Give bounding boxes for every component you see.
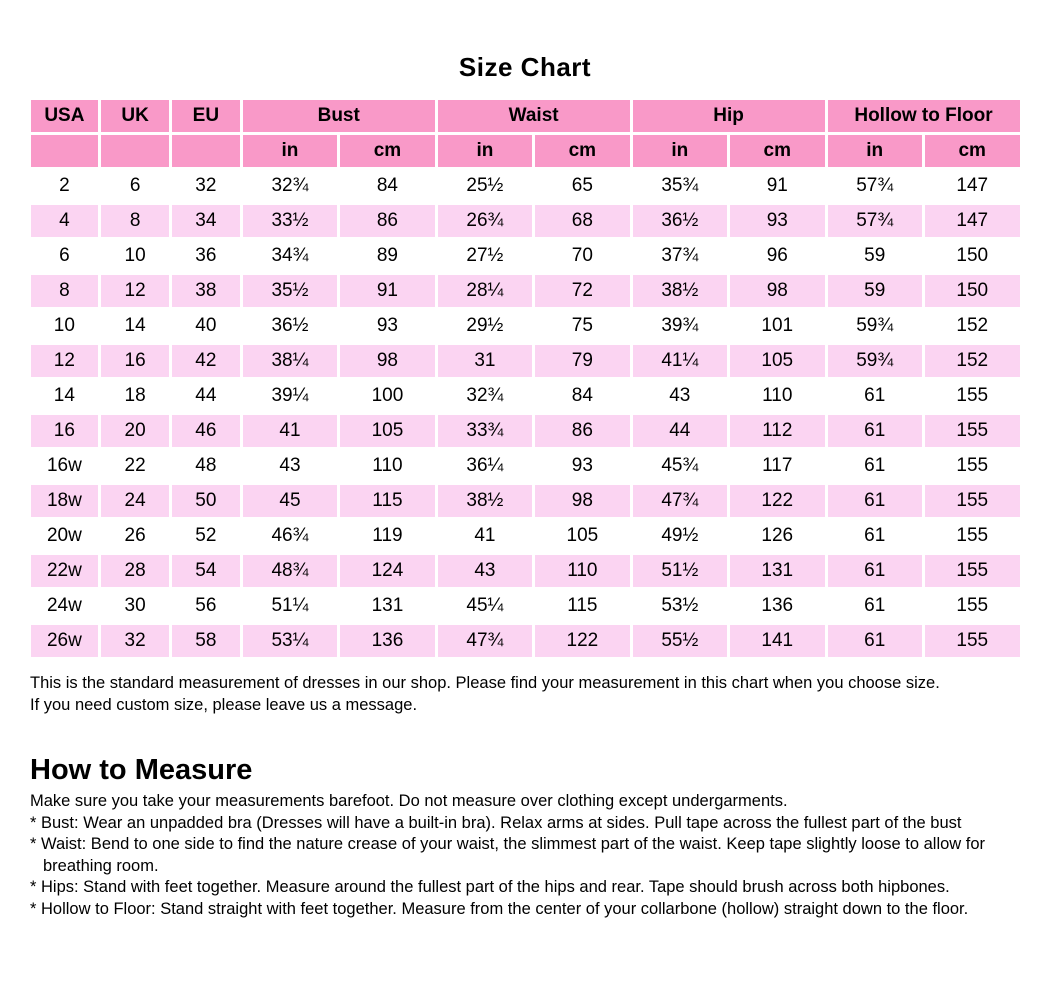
- size-cell: 8: [101, 205, 169, 237]
- size-cell: 16: [31, 415, 99, 447]
- group-header-hollow-to-floor: Hollow to Floor: [828, 100, 1020, 132]
- size-cell: 31: [438, 345, 532, 377]
- size-cell: 43: [438, 555, 532, 587]
- size-cell: 150: [925, 275, 1020, 307]
- size-cell: 22: [101, 450, 169, 482]
- unit-header-cm: cm: [925, 135, 1020, 167]
- size-cell: 136: [340, 625, 434, 657]
- size-cell: 124: [340, 555, 434, 587]
- size-cell: 16: [101, 345, 169, 377]
- size-cell: 53¼: [243, 625, 337, 657]
- size-cell: 49½: [633, 520, 727, 552]
- size-cell: 53½: [633, 590, 727, 622]
- size-cell: 150: [925, 240, 1020, 272]
- size-cell: 8: [31, 275, 99, 307]
- measure-intro: Make sure you take your measurements barefoot. Do not measure over clothing except undergarments.: [30, 792, 788, 810]
- size-cell: 43: [633, 380, 727, 412]
- size-cell: 59¾: [828, 345, 922, 377]
- size-row-18w: [31, 485, 1020, 517]
- group-header-bust: Bust: [243, 100, 435, 132]
- size-cell: 79: [535, 345, 629, 377]
- size-cell: 155: [925, 485, 1020, 517]
- size-cell: 105: [730, 345, 824, 377]
- size-cell: 33½: [243, 205, 337, 237]
- size-cell: 98: [535, 485, 629, 517]
- size-cell: 61: [828, 485, 922, 517]
- size-cell: 105: [340, 415, 434, 447]
- size-cell: 105: [535, 520, 629, 552]
- size-row-4: [31, 205, 1020, 237]
- unit-header-cm: cm: [730, 135, 824, 167]
- size-cell: 37¾: [633, 240, 727, 272]
- size-cell: 61: [828, 520, 922, 552]
- size-cell: 25½: [438, 170, 532, 202]
- size-cell: 40: [172, 310, 240, 342]
- size-cell: 110: [730, 380, 824, 412]
- size-cell: 155: [925, 555, 1020, 587]
- size-cell: 47¾: [438, 625, 532, 657]
- size-cell: 36½: [243, 310, 337, 342]
- size-cell: 131: [340, 590, 434, 622]
- size-cell: 115: [535, 590, 629, 622]
- size-cell: 61: [828, 415, 922, 447]
- size-cell: 42: [172, 345, 240, 377]
- size-cell: 96: [730, 240, 824, 272]
- size-cell: 98: [340, 345, 434, 377]
- size-cell: 155: [925, 380, 1020, 412]
- size-cell: 2: [31, 170, 99, 202]
- size-cell: 100: [340, 380, 434, 412]
- size-cell: 52: [172, 520, 240, 552]
- note-line-1: This is the standard measurement of dresses in our shop. Please find your measurement in this chart when you choose size.: [30, 674, 940, 692]
- size-cell: 93: [340, 310, 434, 342]
- unit-header-blank: [172, 135, 240, 167]
- size-cell: 26w: [31, 625, 99, 657]
- measure-tip-waist: * Waist: Bend to one side to find the nature crease of your waist, the slimmest part of the waist. Keep tape slightly loose to allow for breathing room.: [30, 835, 986, 875]
- group-header-hip: Hip: [633, 100, 825, 132]
- size-cell: 51¼: [243, 590, 337, 622]
- size-cell: 57¾: [828, 170, 922, 202]
- size-cell: 47¾: [633, 485, 727, 517]
- column-header-usa: USA: [31, 100, 99, 132]
- size-cell: 35½: [243, 275, 337, 307]
- size-row-16: [31, 415, 1020, 447]
- size-cell: 147: [925, 170, 1020, 202]
- size-row-12: [31, 345, 1020, 377]
- size-cell: 54: [172, 555, 240, 587]
- size-cell: 55½: [633, 625, 727, 657]
- size-cell: 10: [101, 240, 169, 272]
- size-cell: 59: [828, 275, 922, 307]
- table-body: [31, 170, 1020, 657]
- size-row-14: [31, 380, 1020, 412]
- size-cell: 141: [730, 625, 824, 657]
- size-cell: 70: [535, 240, 629, 272]
- size-chart-table: [28, 97, 1023, 660]
- size-cell: 155: [925, 415, 1020, 447]
- size-cell: 59¾: [828, 310, 922, 342]
- table-header: [31, 100, 1020, 167]
- size-cell: 41: [243, 415, 337, 447]
- size-cell: 93: [535, 450, 629, 482]
- size-row-8: [31, 275, 1020, 307]
- size-cell: 46¾: [243, 520, 337, 552]
- size-cell: 84: [535, 380, 629, 412]
- size-row-24w: [31, 590, 1020, 622]
- size-cell: 93: [730, 205, 824, 237]
- size-cell: 36: [172, 240, 240, 272]
- size-cell: 38¼: [243, 345, 337, 377]
- size-cell: 28¼: [438, 275, 532, 307]
- size-cell: 22w: [31, 555, 99, 587]
- size-cell: 35¾: [633, 170, 727, 202]
- size-cell: 117: [730, 450, 824, 482]
- size-cell: 44: [172, 380, 240, 412]
- page-title: Size Chart: [458, 52, 592, 82]
- size-row-2: [31, 170, 1020, 202]
- size-row-26w: [31, 625, 1020, 657]
- size-cell: 28: [101, 555, 169, 587]
- size-cell: 112: [730, 415, 824, 447]
- standard-measurement-note: [30, 672, 1050, 716]
- size-cell: 38: [172, 275, 240, 307]
- size-cell: 61: [828, 380, 922, 412]
- size-cell: 89: [340, 240, 434, 272]
- size-row-20w: [31, 520, 1020, 552]
- column-header-eu: EU: [172, 100, 240, 132]
- size-cell: 86: [340, 205, 434, 237]
- size-cell: 110: [340, 450, 434, 482]
- size-cell: 24: [101, 485, 169, 517]
- measure-tip-hips: * Hips: Stand with feet together. Measure around the fullest part of the hips and rear. Tape should brush across both hipbones.: [30, 878, 950, 896]
- size-cell: 86: [535, 415, 629, 447]
- unit-header-cm: cm: [340, 135, 434, 167]
- size-cell: 68: [535, 205, 629, 237]
- size-row-22w: [31, 555, 1020, 587]
- size-cell: 51½: [633, 555, 727, 587]
- size-cell: 122: [535, 625, 629, 657]
- size-cell: 75: [535, 310, 629, 342]
- size-cell: 24w: [31, 590, 99, 622]
- size-cell: 119: [340, 520, 434, 552]
- note-line-2: If you need custom size, please leave us a message.: [30, 696, 418, 714]
- size-cell: 10: [31, 310, 99, 342]
- size-cell: 155: [925, 625, 1020, 657]
- size-cell: 50: [172, 485, 240, 517]
- size-cell: 91: [340, 275, 434, 307]
- size-cell: 56: [172, 590, 240, 622]
- size-cell: 30: [101, 590, 169, 622]
- size-cell: 155: [925, 590, 1020, 622]
- size-row-10: [31, 310, 1020, 342]
- size-cell: 18: [101, 380, 169, 412]
- size-cell: 39¾: [633, 310, 727, 342]
- size-cell: 14: [101, 310, 169, 342]
- measure-tip-hollow: * Hollow to Floor: Stand straight with feet together. Measure from the center of your collarbone (hollow) straight down to the floor.: [30, 899, 969, 918]
- size-cell: 48: [172, 450, 240, 482]
- size-cell: 39¼: [243, 380, 337, 412]
- measure-tip-bust: * Bust: Wear an unpadded bra (Dresses will have a built-in bra). Relax arms at sides. Pull tape across the fullest part of the bust: [30, 813, 962, 832]
- unit-header-cm: cm: [535, 135, 629, 167]
- size-cell: 45: [243, 485, 337, 517]
- size-cell: 152: [925, 310, 1020, 342]
- size-cell: 20: [101, 415, 169, 447]
- size-cell: 41: [438, 520, 532, 552]
- size-cell: 4: [31, 205, 99, 237]
- size-cell: 58: [172, 625, 240, 657]
- size-cell: 44: [633, 415, 727, 447]
- size-cell: 48¾: [243, 555, 337, 587]
- size-cell: 155: [925, 450, 1020, 482]
- size-cell: 34: [172, 205, 240, 237]
- group-header-waist: Waist: [438, 100, 630, 132]
- size-cell: 43: [243, 450, 337, 482]
- size-cell: 27½: [438, 240, 532, 272]
- size-cell: 26: [101, 520, 169, 552]
- size-cell: 20w: [31, 520, 99, 552]
- size-cell: 29½: [438, 310, 532, 342]
- size-cell: 18w: [31, 485, 99, 517]
- size-cell: 110: [535, 555, 629, 587]
- size-cell: 101: [730, 310, 824, 342]
- size-cell: 65: [535, 170, 629, 202]
- size-cell: 147: [925, 205, 1020, 237]
- size-cell: 122: [730, 485, 824, 517]
- size-cell: 12: [31, 345, 99, 377]
- unit-header-blank: [31, 135, 99, 167]
- size-cell: 72: [535, 275, 629, 307]
- size-cell: 91: [730, 170, 824, 202]
- size-row-6: [31, 240, 1020, 272]
- size-cell: 26¾: [438, 205, 532, 237]
- size-cell: 36¼: [438, 450, 532, 482]
- unit-header-in: in: [633, 135, 727, 167]
- size-cell: 12: [101, 275, 169, 307]
- how-to-measure-heading: How to Measure: [30, 754, 253, 786]
- unit-header-blank: [101, 135, 169, 167]
- size-cell: 38½: [438, 485, 532, 517]
- size-cell: 61: [828, 590, 922, 622]
- size-cell: 45¼: [438, 590, 532, 622]
- size-cell: 6: [31, 240, 99, 272]
- size-cell: 131: [730, 555, 824, 587]
- size-cell: 32: [101, 625, 169, 657]
- size-cell: 34¾: [243, 240, 337, 272]
- size-cell: 98: [730, 275, 824, 307]
- size-cell: 36½: [633, 205, 727, 237]
- size-cell: 14: [31, 380, 99, 412]
- size-cell: 45¾: [633, 450, 727, 482]
- size-cell: 59: [828, 240, 922, 272]
- unit-header-in: in: [438, 135, 532, 167]
- size-cell: 38½: [633, 275, 727, 307]
- size-cell: 84: [340, 170, 434, 202]
- size-cell: 115: [340, 485, 434, 517]
- size-cell: 46: [172, 415, 240, 447]
- unit-header-in: in: [243, 135, 337, 167]
- size-cell: 32¾: [243, 170, 337, 202]
- size-cell: 155: [925, 520, 1020, 552]
- size-cell: 61: [828, 450, 922, 482]
- unit-header-in: in: [828, 135, 922, 167]
- size-cell: 152: [925, 345, 1020, 377]
- column-header-uk: UK: [101, 100, 169, 132]
- size-cell: 41¼: [633, 345, 727, 377]
- how-to-measure-body: [30, 791, 1022, 920]
- size-cell: 6: [101, 170, 169, 202]
- size-cell: 16w: [31, 450, 99, 482]
- size-cell: 33¾: [438, 415, 532, 447]
- size-cell: 57¾: [828, 205, 922, 237]
- size-cell: 61: [828, 555, 922, 587]
- size-cell: 32: [172, 170, 240, 202]
- size-row-16w: [31, 450, 1020, 482]
- size-cell: 32¾: [438, 380, 532, 412]
- size-cell: 61: [828, 625, 922, 657]
- size-cell: 136: [730, 590, 824, 622]
- size-cell: 126: [730, 520, 824, 552]
